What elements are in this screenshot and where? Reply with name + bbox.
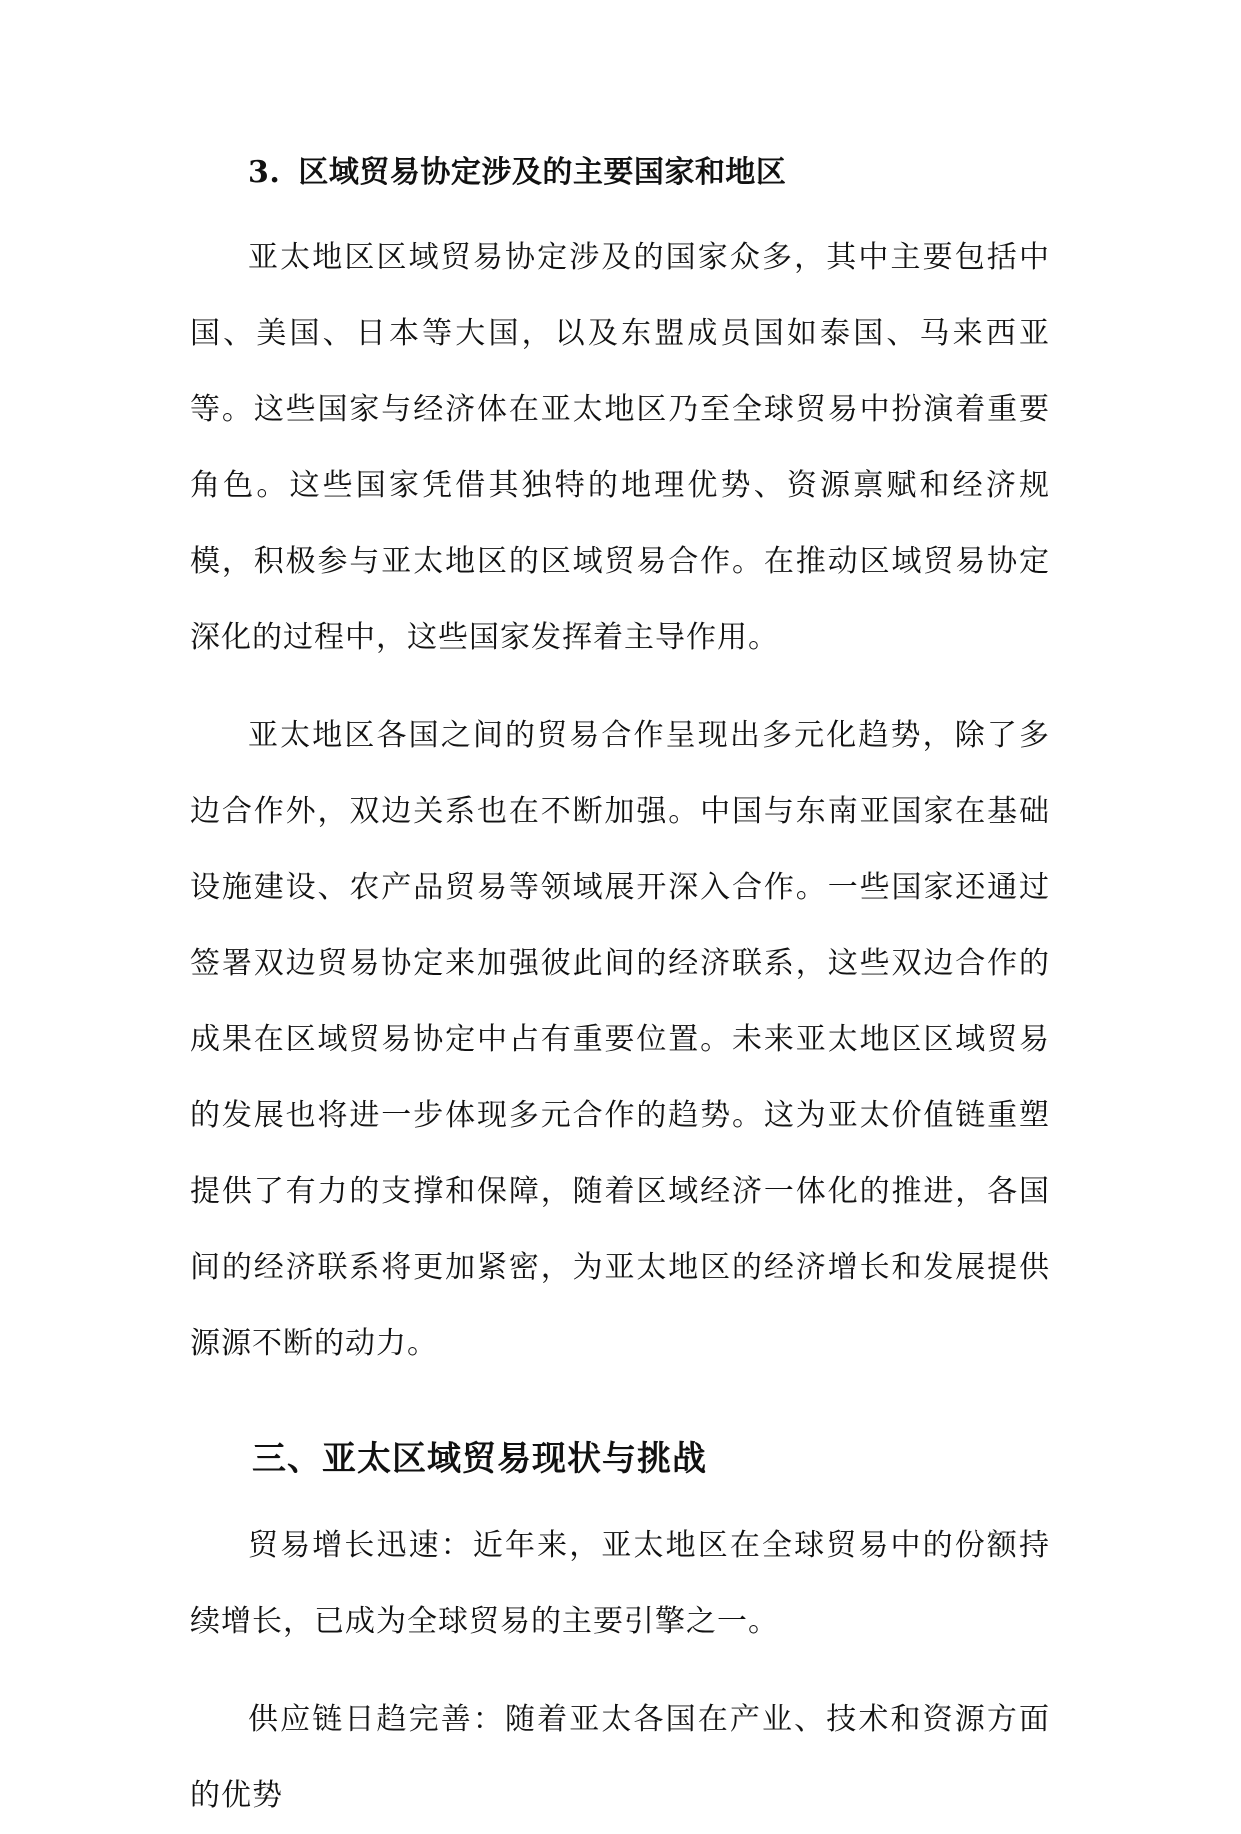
body-paragraph: 贸易增长迅速：近年来，亚太地区在全球贸易中的份额持续增长，已成为全球贸易的主要引擎之一。 (190, 1528, 1050, 1639)
body-paragraph: 供应链日趋完善：随着亚太各国在产业、技术和资源方面的优势 (190, 1702, 1050, 1813)
subsection-number: 3. (248, 155, 281, 190)
body-paragraph: 亚太地区各国之间的贸易合作呈现出多元化趋势，除了多边合作外，双边关系也在不断加强。中国与东南亚国家在基础设施建设、农产品贸易等领域展开深入合作。一些国家还通过签署双边贸易协定来加强彼此间的经济联系，这些双边合作的成果在区域贸易协定中占有重要位置。未来亚太地区区域贸易的发展也将进一步体现多元合作的趋势。这为亚太价值链重塑提供了有力的支撑和保障，随着区域经济一体化的推进，各国间的经济联系将更加紧密，为亚太地区的经济增长和发展提供源源不断的动力。 (190, 718, 1050, 1361)
section-heading: 三、亚太区域贸易现状与挑战 (252, 1439, 707, 1479)
subsection-title: 区域贸易协定涉及的主要国家和地区 (298, 155, 787, 190)
body-paragraph: 亚太地区区域贸易协定涉及的国家众多，其中主要包括中国、美国、日本等大国，以及东盟成员国如泰国、马来西亚等。这些国家与经济体在亚太地区乃至全球贸易中扮演着重要角色。这些国家凭借其独特的地理优势、资源禀赋和经济规模，积极参与亚太地区的区域贸易合作。在推动区域贸易协定深化的过程中，这些国家发挥着主导作用。 (190, 240, 1050, 655)
page-content (190, 148, 1050, 1834)
subsection-heading (248, 148, 1050, 198)
